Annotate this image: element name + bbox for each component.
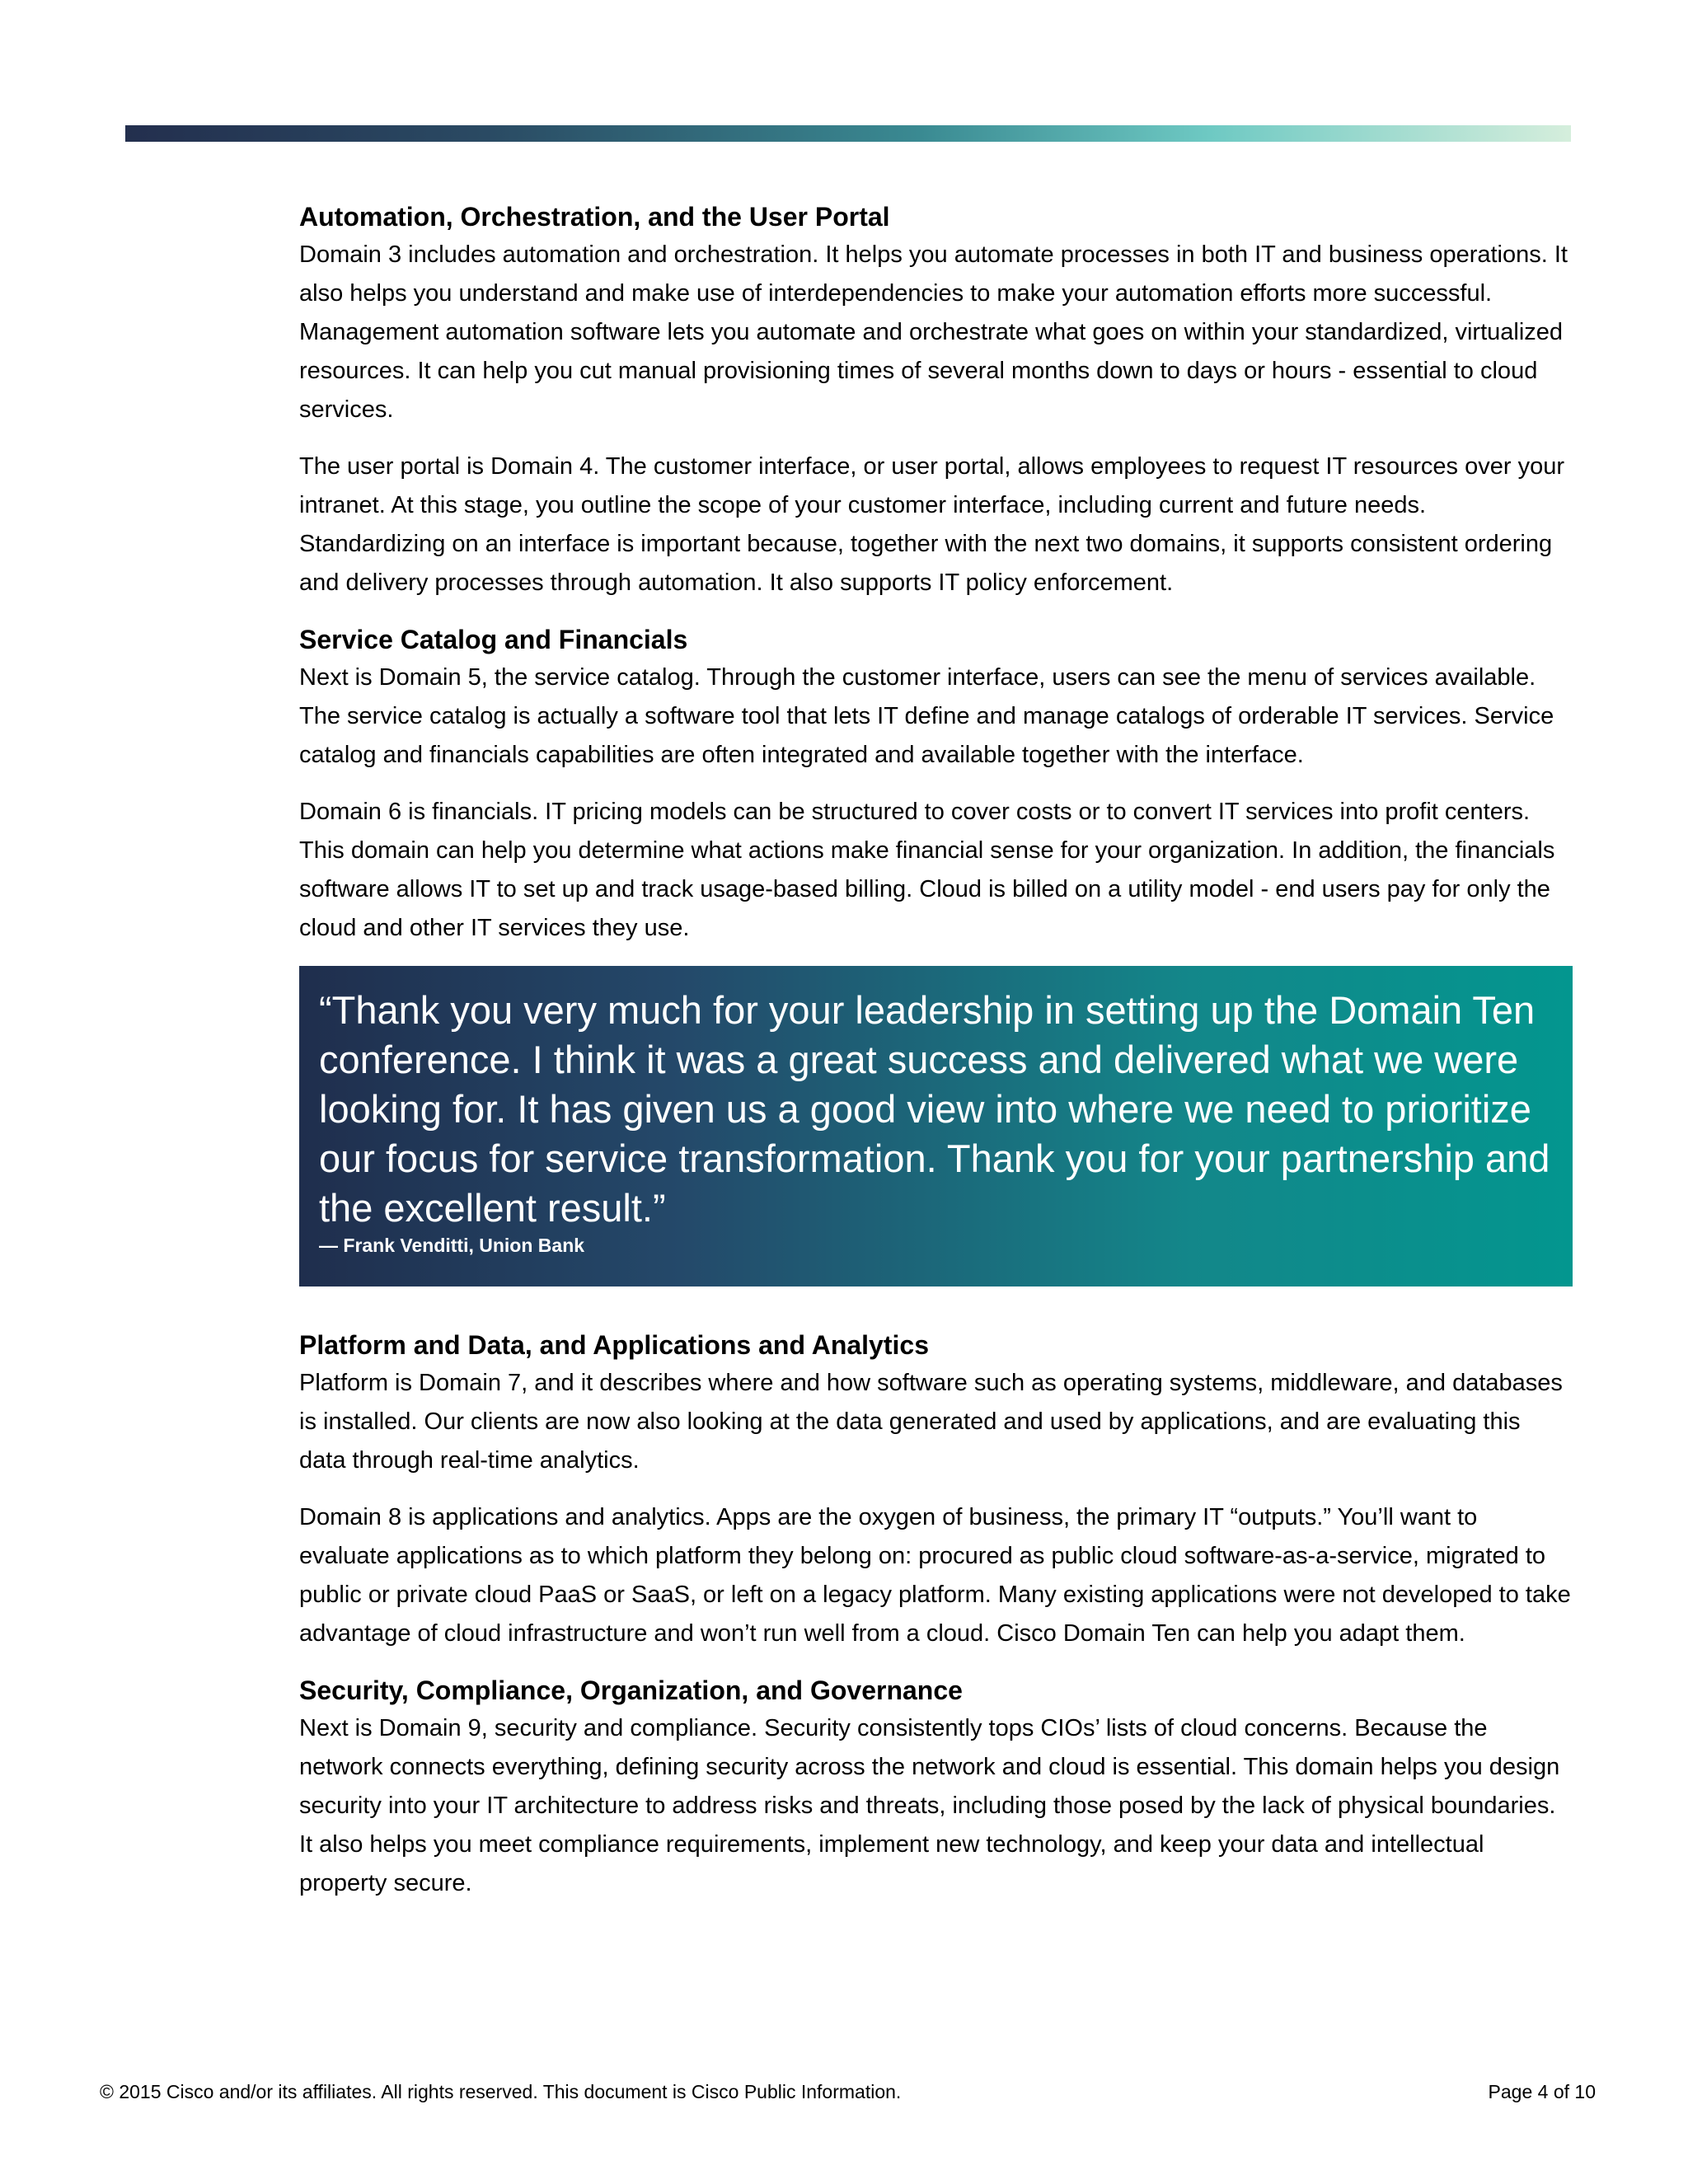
quote-text: “Thank you very much for your leadership in setting up the Domain Ten conference. I think it was a great success and delivered what we were looking for. It has given us a good view into where we need to prioritize our focus for service transformation. Thank you for your partnership and the excellent result.” <box>319 988 1550 1230</box>
footer-page-number: Page 4 of 10 <box>1488 2081 1596 2102</box>
section-heading-security: Security, Compliance, Organization, and Governance <box>299 1675 963 1705</box>
section-heading-automation: Automation, Orchestration, and the User Portal <box>299 202 890 232</box>
document-body <box>299 198 1573 1921</box>
section-heading-service-catalog: Service Catalog and Financials <box>299 625 688 654</box>
paragraph-domain-8: Domain 8 is applications and analytics. Apps are the oxygen of business, the primary IT “outputs.” You’ll want to evaluate applications as to which platform they belong on: procured as public cloud software-as-a-service, migrated to public or private cloud PaaS or SaaS, or left on a legacy platform. Many existing applications were not developed to take advantage of cloud infrastructure and won’t run well from a cloud. Cisco Domain Ten can help you adapt them. <box>299 1504 1571 1647</box>
paragraph-domain-7: Platform is Domain 7, and it describes where and how software such as operating systems, middleware, and databases is installed. Our clients are now also looking at the data generated and used by applications, and are evaluating this data through real-time analytics. <box>299 1370 1563 1474</box>
section-heading-platform: Platform and Data, and Applications and Analytics <box>299 1330 929 1360</box>
paragraph-domain-3: Domain 3 includes automation and orchestration. It helps you automate processes in both IT and business operations. It also helps you understand and make use of interdependencies to make your automation efforts more successful. Management automation software lets you automate and orchestrate what goes on within your standardized, virtualized resources. It can help you cut manual provisioning times of several months down to days or hours - essential to cloud services. <box>299 241 1568 423</box>
testimonial-quote-box <box>299 966 1573 1286</box>
footer-copyright: © 2015 Cisco and/or its affiliates. All rights reserved. This document is Cisco Public Information. <box>100 2081 902 2102</box>
quote-attribution: — Frank Venditti, Union Bank <box>319 1235 585 1256</box>
paragraph-domain-9: Next is Domain 9, security and compliance. Security consistently tops CIOs’ lists of cloud concerns. Because the network connects everything, defining security across the network and cloud is essential. This domain helps you design security into your IT architecture to address risks and threats, including those posed by the lack of physical boundaries. It also helps you meet compliance requirements, implement new technology, and keep your data and intellectual property secure. <box>299 1715 1560 1896</box>
paragraph-domain-6: Domain 6 is financials. IT pricing models can be structured to cover costs or to convert IT services into profit centers. This domain can help you determine what actions make financial sense for your organization. In addition, the financials software allows IT to set up and track usage-based billing. Cloud is billed on a utility model - end users pay for only the cloud and other IT services they use. <box>299 799 1555 941</box>
header-gradient-bar <box>125 125 1571 142</box>
paragraph-domain-5: Next is Domain 5, the service catalog. Through the customer interface, users can see the menu of services available. The service catalog is actually a software tool that lets IT define and manage catalogs of orderable IT services. Service catalog and financials capabilities are often integrated and available together with the interface. <box>299 664 1554 768</box>
paragraph-domain-4: The user portal is Domain 4. The customer interface, or user portal, allows employees to request IT resources over your intranet. At this stage, you outline the scope of your customer interface, including current and future needs. Standardizing on an interface is important because, together with the next two domains, it supports consistent ordering and delivery processes through automation. It also supports IT policy enforcement. <box>299 453 1565 596</box>
